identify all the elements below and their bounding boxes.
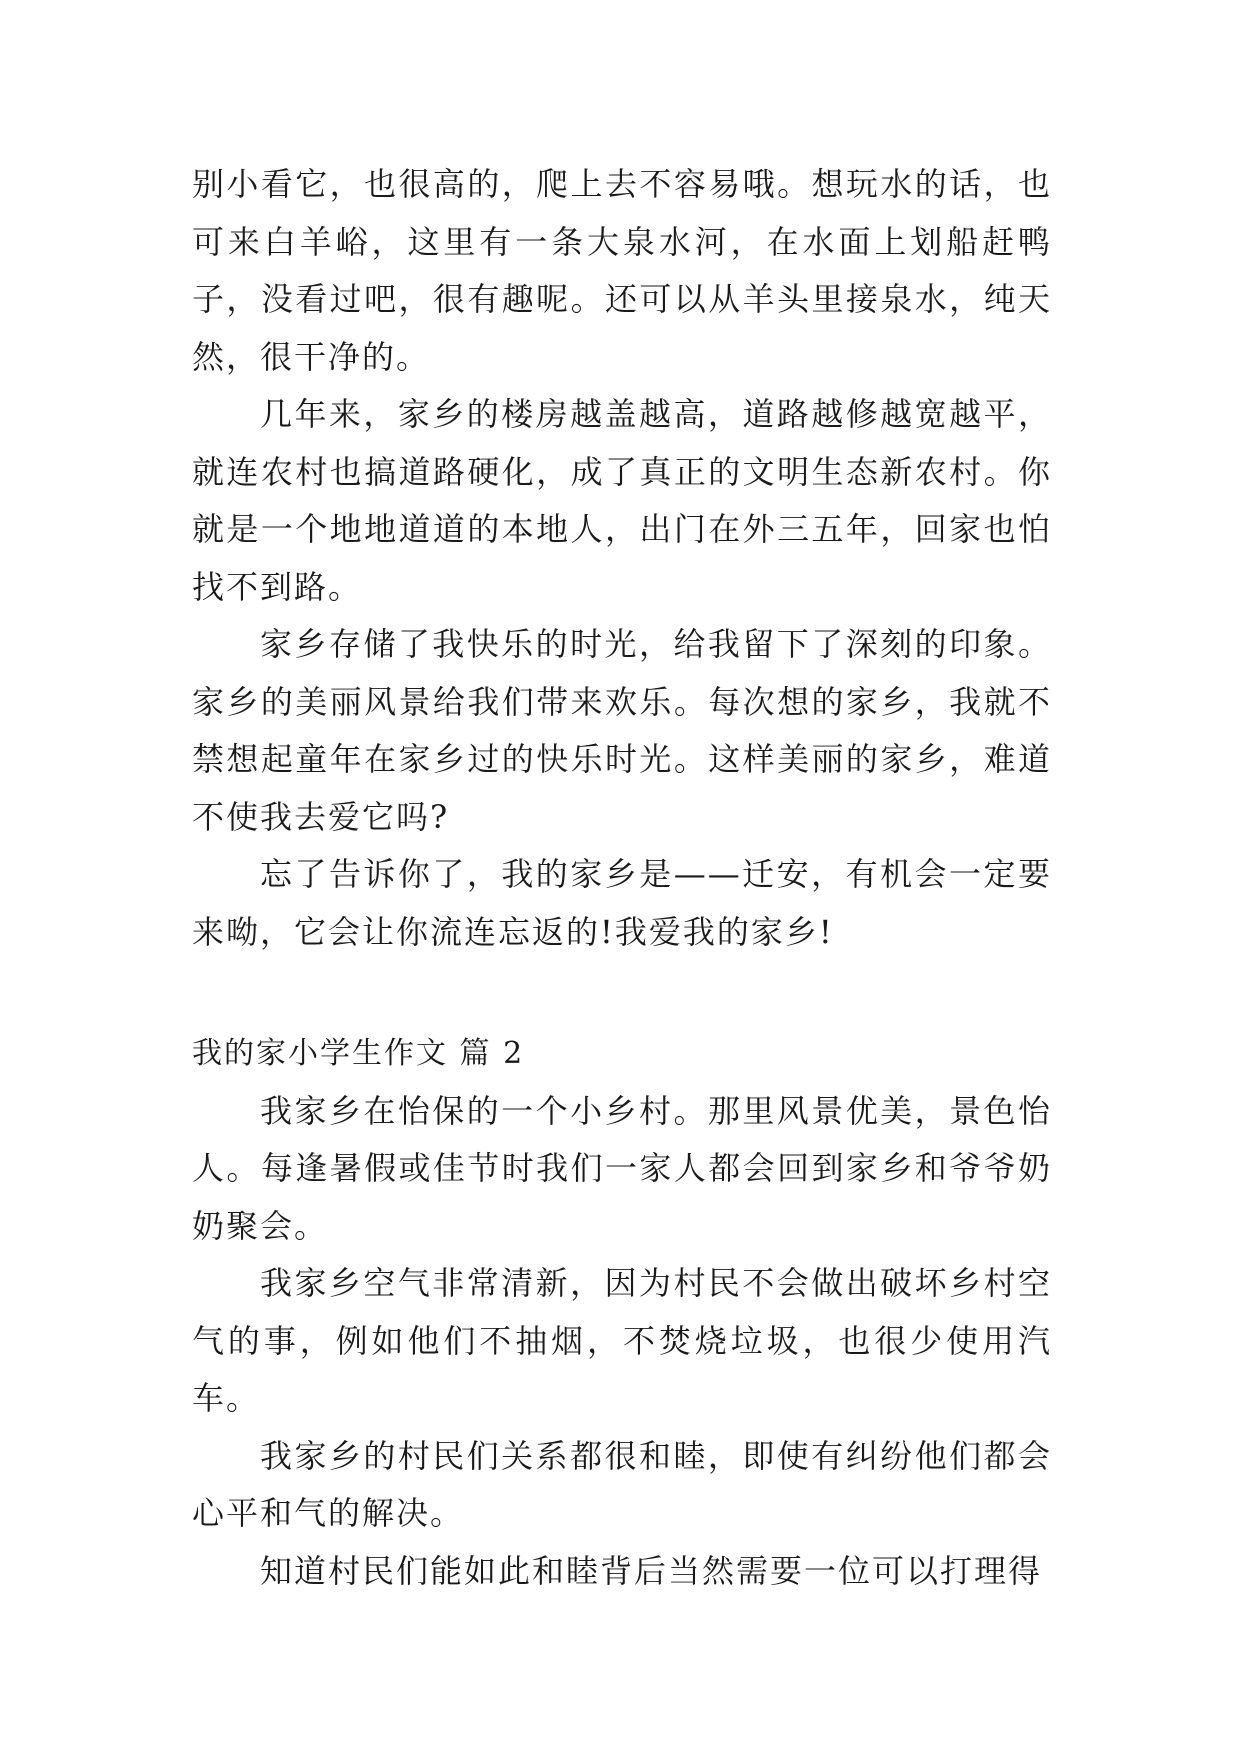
paragraph: 忘了告诉你了，我的家乡是——迁安，有机会一定要来呦，它会让你流连忘返的!我爱我的家乡!: [192, 855, 1052, 951]
paragraph: 家乡存储了我快乐的时光，给我留下了深刻的印象。家乡的美丽风景给我们带来欢乐。每次想的家乡，我就不禁想起童年在家乡过的快乐时光。这样美丽的家乡，难道不使我去爱它吗?: [192, 625, 1052, 836]
paragraph: 我家乡在怡保的一个小乡村。那里风景优美，景色怡人。每逢暑假或佳节时我们一家人都会回到家乡和爷爷奶奶聚会。: [192, 1091, 1052, 1245]
paragraph: 我家乡的村民们关系都很和睦，即使有纠纷他们都会心平和气的解决。: [192, 1436, 1052, 1532]
section-heading: 我的家小学生作文 篇 2: [192, 1036, 525, 1071]
document-body: [192, 156, 1052, 1600]
paragraph: 我家乡空气非常清新，因为村民不会做出破坏乡村空气的事，例如他们不抽烟，不焚烧垃圾，也很少使用汽车。: [192, 1264, 1052, 1417]
paragraph: 知道村民们能如此和睦背后当然需要一位可以打理得: [260, 1551, 1043, 1590]
paragraph: 几年来，家乡的楼房越盖越高，道路越修越宽越平，就连农村也搞道路硬化，成了真正的文明生态新农村。你就是一个地地道道的本地人，出门在外三五年，回家也怕找不到路。: [192, 395, 1052, 606]
paragraph: 别小看它，也很高的，爬上去不容易哦。想玩水的话，也可来白羊峪，这里有一条大泉水河，在水面上划船赶鸭子，没看过吧，很有趣呢。还可以从羊头里接泉水，纯天然，很干净的。: [192, 165, 1052, 376]
